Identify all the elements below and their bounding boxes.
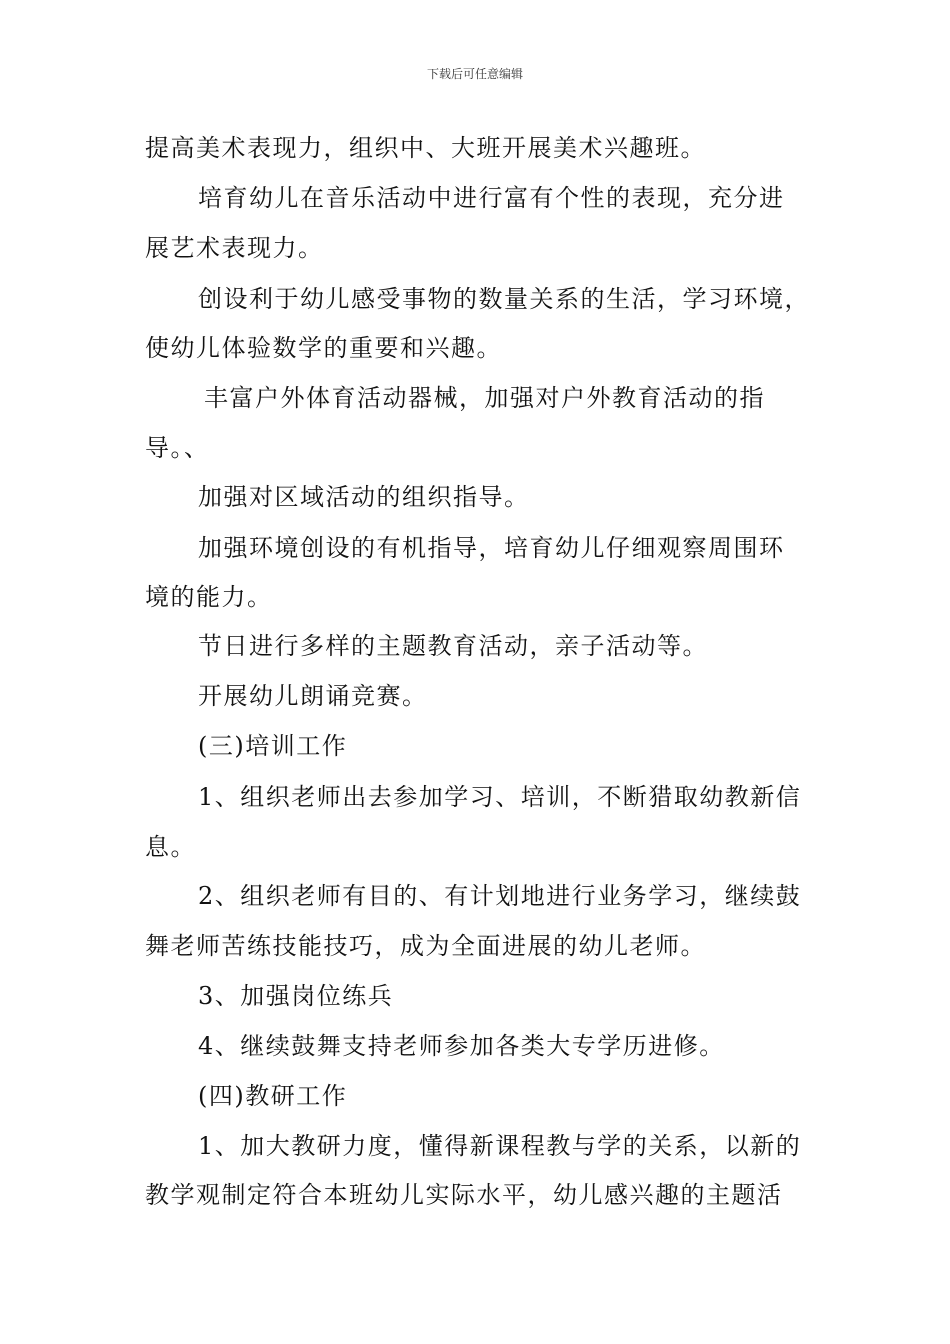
text-line: 境的能力。: [145, 583, 273, 611]
text-line: 创设利于幼儿感受事物的数量关系的生活，学习环境，: [198, 285, 810, 313]
text-line: 导。、: [145, 434, 210, 462]
text-line: 1、组织老师出去参加学习、培训，不断猎取幼教新信: [198, 783, 802, 811]
text-line: 2、组织老师有目的、有计划地进行业务学习，继续鼓: [198, 882, 802, 910]
text-line: 节日进行多样的主题教育活动，亲子活动等。: [198, 632, 708, 660]
text-line: 息。: [145, 833, 196, 861]
text-line: 使幼儿体验数学的重要和兴趣。: [145, 334, 502, 362]
text-line: 教学观制定符合本班幼儿实际水平，幼儿感兴趣的主题活: [145, 1181, 783, 1209]
text-line: 培育幼儿在音乐活动中进行富有个性的表现，充分进: [198, 184, 785, 212]
text-line: 丰富户外体育活动器械，加强对户外教育活动的指: [204, 384, 765, 412]
text-line: 加强环境创设的有机指导，培育幼儿仔细观察周围环: [198, 534, 785, 562]
text-line: 展艺术表现力。: [145, 234, 324, 262]
text-line: 1、加大教研力度，懂得新课程教与学的关系，以新的: [198, 1132, 802, 1160]
section-heading: (四)教研工作: [198, 1082, 348, 1110]
text-line: 舞老师苦练技能技巧，成为全面进展的幼儿老师。: [145, 932, 706, 960]
text-line: 提高美术表现力，组织中、大班开展美术兴趣班。: [145, 134, 706, 162]
text-line: 开展幼儿朗诵竞赛。: [198, 682, 428, 710]
text-line: 加强对区域活动的组织指导。: [198, 483, 530, 511]
section-heading: (三)培训工作: [198, 732, 348, 760]
page-header: 下载后可任意编辑: [426, 67, 523, 81]
text-line: 3、加强岗位练兵: [198, 982, 394, 1010]
text-line: 4、继续鼓舞支持老师参加各类大专学历进修。: [198, 1032, 725, 1060]
